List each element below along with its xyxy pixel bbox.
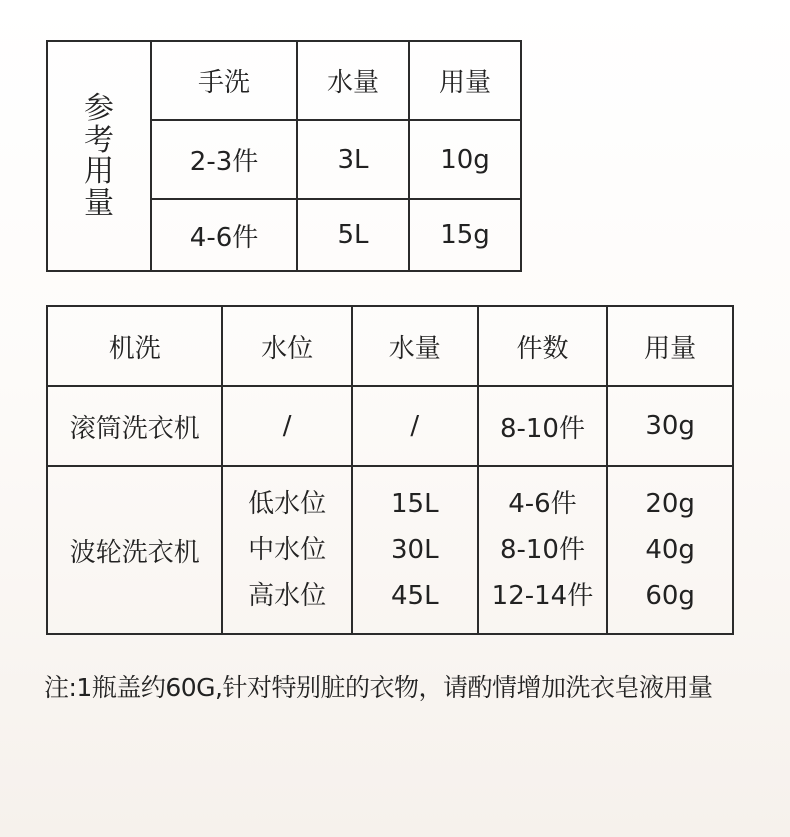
cell-water-amounts [352,466,478,634]
item-count: 4-6件 [508,489,577,519]
cell-items: 4-6件 [151,199,297,271]
header-dosage: 用量 [409,41,521,120]
item-count: 8-10件 [499,535,585,565]
water-amount: 45L [391,581,439,611]
table-row [47,386,733,466]
cell-items: 8-10件 [478,386,608,466]
water-amount: 30L [391,535,439,565]
label-char: 用 [84,154,114,189]
cell-water-level: / [222,386,352,466]
cell-items: 2-3件 [151,120,297,199]
label-char: 量 [84,185,114,221]
cell-dosage: 30g [607,386,733,466]
table-header-row [47,306,733,386]
machine-wash-table [46,305,734,635]
reference-dosage-table [46,40,522,272]
water-amount: 15L [391,489,439,519]
header-hand-wash: 手洗 [151,41,297,120]
water-level-low: 低水位 [248,489,327,519]
cell-machine-type: 滚筒洗衣机 [47,386,222,466]
cell-machine-type: 波轮洗衣机 [47,466,222,634]
header-water-amount: 水量 [297,41,409,120]
header-machine-wash: 机洗 [47,306,222,386]
usage-note: 注:1瓶盖约60G,针对特别脏的衣物，请酌情增加洗衣皂液用量 [44,673,713,702]
header-water-amount: 水量 [352,306,478,386]
cell-water: 5L [297,199,409,271]
cell-dosage: 10g [409,120,521,199]
header-water-level: 水位 [222,306,352,386]
cell-dosage: 15g [409,199,521,271]
dosage: 60g [645,581,695,611]
water-level-mid: 中水位 [248,535,327,565]
label-char: 参 [84,91,114,126]
label-char: 考 [84,122,114,158]
cell-item-counts [478,466,608,634]
cell-water-levels [222,466,352,634]
water-level-high: 高水位 [248,581,327,611]
item-count: 12-14件 [491,581,594,611]
cell-dosages [607,466,733,634]
dosage: 40g [645,535,695,565]
header-item-count: 件数 [478,306,608,386]
dosage: 20g [645,489,695,519]
cell-water: / [352,386,478,466]
header-dosage: 用量 [607,306,733,386]
table-row [47,466,733,634]
reference-dosage-label [47,41,151,271]
cell-water: 3L [297,120,409,199]
